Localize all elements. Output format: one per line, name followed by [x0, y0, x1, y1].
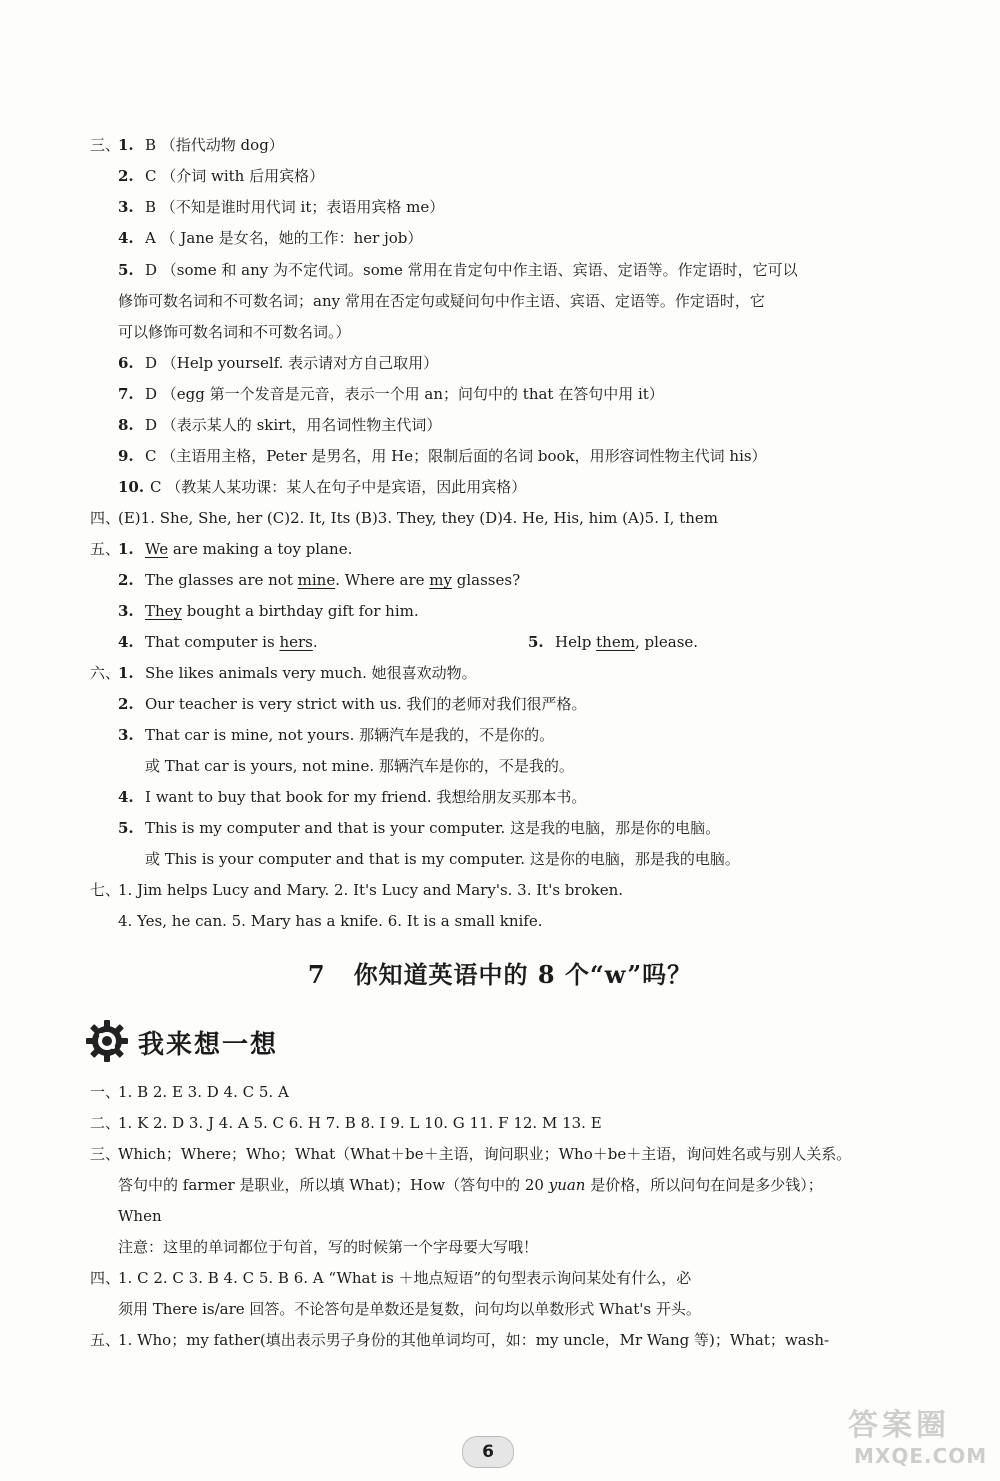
p2-sec5-line-1 [0, 1327, 1000, 1353]
sentence-part: glasses? [451, 571, 521, 589]
item-number: 2. [118, 571, 134, 589]
answer-text: That car is mine, not yours. 那辆汽车是我的，不是你的。 [145, 726, 555, 744]
answer-text-continued: 可以修饰可数名词和不可数名词。） [118, 323, 351, 341]
sec6-item-3 [0, 722, 1000, 748]
section-marker: 三、 [90, 136, 121, 154]
sec6-item-5 [0, 815, 1000, 841]
text-part: 答句中的 farmer 是职业，所以填 What)；How（答句中的 20 [118, 1176, 549, 1194]
answer-text: Our teacher is very strict with us. 我们的老师对我们很严格。 [145, 695, 587, 713]
sentence-part: . Where are [335, 571, 430, 589]
sentence [145, 536, 908, 562]
answer-text: She likes animals very much. 她很喜欢动物。 [145, 664, 477, 682]
item-number: 1. [118, 664, 134, 682]
section-marker: 二、 [90, 1114, 121, 1132]
gear-icon [84, 1018, 130, 1064]
sec3-item-9 [0, 443, 1000, 469]
chapter-heading [0, 955, 1000, 995]
sentence [145, 567, 908, 593]
answer-text: D （egg 第一个发音是元音，表示一个用 an；问句中的 that 在答句中用 it） [145, 385, 664, 403]
sec6-item-5-alt [0, 846, 1000, 872]
sec7-line-1 [0, 877, 1000, 903]
section-banner [84, 1018, 304, 1070]
p2-sec2 [0, 1110, 1000, 1136]
p2-sec3-line-1 [0, 1141, 1000, 1167]
sec3-item-2 [0, 163, 1000, 189]
answer-text: B （指代动物 dog） [145, 136, 284, 154]
page-number: 6 [462, 1436, 514, 1468]
answer-text: A （ Jane 是女名，她的工作：her job） [145, 229, 423, 247]
sec3-item-7 [0, 381, 1000, 407]
sec6-item-1 [0, 660, 1000, 686]
item-number: 10. [118, 478, 145, 496]
alternative-answer: 或 This is your computer and that is my computer. 这是你的电脑，那是我的电脑。 [145, 850, 740, 868]
sec3-item-3 [0, 194, 1000, 220]
answer-text: C （教某人某功课：某人在句子中是宾语，因此用宾格） [150, 478, 527, 496]
section-marker: 一、 [90, 1083, 121, 1101]
sentence-part: , please. [634, 633, 699, 651]
underlined-word: my [429, 571, 452, 589]
sentence-part: That computer is [145, 633, 280, 651]
p2-sec4-line-1 [0, 1265, 1000, 1291]
item-number: 1. [118, 136, 134, 154]
answer-text: 1. K 2. D 3. J 4. A 5. C 6. H 7. B 8. I 9. L 10. G 11. F 12. M 13. E [118, 1114, 602, 1132]
watermark-text: 答案圈 [848, 1408, 950, 1443]
sentence [145, 598, 908, 624]
section-marker: 四、 [90, 1269, 121, 1287]
sentence-part: The glasses are not [145, 571, 298, 589]
p2-sec4-line-2 [0, 1296, 1000, 1322]
sec5-item-1 [0, 536, 1000, 562]
answer-text: Which；Where；Who；What（What＋be＋主语，询问职业；Who＋be＋主语，询问姓名或与别人关系。 [118, 1145, 852, 1163]
sec5-item-4-5 [0, 629, 1000, 655]
sentence-part: bought a birthday gift for him. [182, 602, 419, 620]
underlined-word: mine [297, 571, 336, 589]
answer-text: (E)1. She, She, her (C)2. It, Its (B)3. They, they (D)4. He, His, him (A)5. I, them [118, 509, 718, 527]
answer-text: 须用 There is/are 回答。不论答句是单数还是复数，问句均以单数形式 What's 开头。 [118, 1300, 701, 1318]
item-number: 3. [118, 726, 134, 744]
note-text: 注意：这里的单词都位于句首，写的时候第一个字母要大写哦！ [118, 1238, 539, 1256]
chapter-title: 你知道英语中的 8 个“w”吗？ [353, 960, 693, 989]
p2-sec3-line-2 [0, 1172, 1000, 1198]
answer-text: 1. C 2. C 3. B 4. C 5. B 6. A “What is ＋地点短语”的句型表示询问某处有什么，必 [118, 1269, 692, 1287]
item-number: 5. [118, 819, 134, 837]
answer-text: D （表示某人的 skirt，用名词性物主代词） [145, 416, 442, 434]
underlined-word: They [145, 602, 183, 620]
item-number: 4. [118, 788, 134, 806]
sentence-part: Help [555, 633, 597, 651]
underlined-word: We [145, 540, 169, 558]
sec3-item-10 [0, 474, 1000, 500]
sec3-item-4 [0, 225, 1000, 251]
sec3-item-8 [0, 412, 1000, 438]
section-marker: 五、 [90, 1331, 121, 1349]
answer-text: C （主语用主格，Peter 是男名，用 He；限制后面的名词 book，用形容词性物主代词 his） [145, 447, 767, 465]
answer-text: When [118, 1207, 162, 1225]
banner-title: 我来想一想 [138, 1030, 279, 1060]
section-marker: 五、 [90, 540, 121, 558]
text-part: 是价格，所以问句在问是多少钱）； [585, 1176, 823, 1194]
chapter-number: 7 [307, 960, 326, 989]
sec3-item-5-cont [0, 319, 1000, 345]
answer-text: D （Help yourself. 表示请对方自己取用） [145, 354, 439, 372]
item-number: 4. [118, 229, 134, 247]
sec4-line [0, 505, 1000, 531]
watermark-logo [848, 1398, 988, 1476]
answer-text: 4. Yes, he can. 5. Mary has a knife. 6. It is a small knife. [118, 912, 543, 930]
sentence [555, 629, 698, 655]
underlined-word: them [596, 633, 635, 651]
alternative-answer: 或 That car is yours, not mine. 那辆汽车是你的，不是我的。 [145, 757, 574, 775]
p2-sec3-line-3 [0, 1203, 1000, 1229]
watermark-url: MXQE.COM [854, 1444, 988, 1468]
answer-text: C （介词 with 后用宾格） [145, 167, 325, 185]
sec3-item-5-cont [0, 288, 1000, 314]
item-number: 2. [118, 167, 134, 185]
sentence-part: . [312, 633, 318, 651]
answer-text: 1. Who；my father(填出表示男子身份的其他单词均可，如：my uncle，Mr Wang 等)；What；wash- [118, 1331, 830, 1349]
section-marker: 七、 [90, 881, 121, 899]
sentence-part: are making a toy plane. [168, 540, 353, 558]
sentence [145, 629, 318, 655]
sec6-item-4 [0, 784, 1000, 810]
section-marker: 三、 [90, 1145, 121, 1163]
item-number: 1. [118, 540, 134, 558]
item-number: 5. [528, 633, 544, 651]
p2-sec3-note [0, 1234, 1000, 1260]
answer-text: 1. B 2. E 3. D 4. C 5. A [118, 1083, 289, 1101]
sec3-item-5 [0, 257, 1000, 283]
section-marker: 四、 [90, 509, 121, 527]
answer-text: This is my computer and that is your computer. 这是我的电脑，那是你的电脑。 [145, 819, 721, 837]
item-number: 5. [118, 261, 134, 279]
item-number: 2. [118, 695, 134, 713]
sec3-item-1 [0, 132, 1000, 158]
italic-word: yuan [548, 1176, 586, 1194]
sec3-item-6 [0, 350, 1000, 376]
answer-text: B （不知是谁时用代词 it；表语用宾格 me） [145, 198, 445, 216]
sec7-line-2 [0, 908, 1000, 934]
answer-text: D （some 和 any 为不定代词。some 常用在肯定句中作主语、宾语、定语等。作定语时，它可以 [145, 261, 798, 279]
answer-text: I want to buy that book for my friend. 我想给朋友买那本书。 [145, 788, 587, 806]
answer-text [118, 1172, 908, 1198]
item-number: 3. [118, 198, 134, 216]
answer-text-continued: 修饰可数名词和不可数名词；any 常用在否定句或疑问句中作主语、宾语、定语等。作定语时，它 [118, 292, 765, 310]
section-marker: 六、 [90, 664, 121, 682]
sec5-item-3 [0, 598, 1000, 624]
p2-sec1 [0, 1079, 1000, 1105]
sec6-item-3-alt [0, 753, 1000, 779]
item-number: 7. [118, 385, 134, 403]
sec5-item-2 [0, 567, 1000, 593]
item-number: 6. [118, 354, 134, 372]
item-number: 3. [118, 602, 134, 620]
answer-text: 1. Jim helps Lucy and Mary. 2. It's Lucy and Mary's. 3. It's broken. [118, 881, 623, 899]
item-number: 8. [118, 416, 134, 434]
sec6-item-2 [0, 691, 1000, 717]
item-number: 4. [118, 633, 134, 651]
item-number: 9. [118, 447, 134, 465]
underlined-word: hers [279, 633, 313, 651]
